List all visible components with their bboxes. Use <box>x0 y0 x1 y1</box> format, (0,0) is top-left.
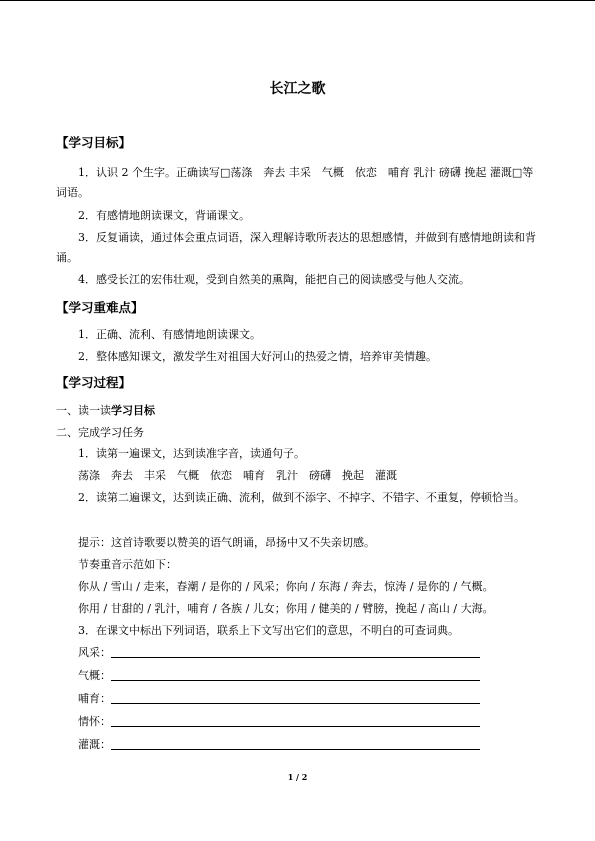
goal-item-3: 3．反复诵读，通过体会重点词语，深入理解诗歌所表达的思想感情，并做到有感情地朗读和背诵。 <box>56 231 536 264</box>
task-2: 2．读第二遍课文，达到读正确、流利，做到不添字、不掉字、不错字、不重复，停顿恰当。 <box>78 491 525 504</box>
process-step-2: 二、完成学习任务 <box>56 426 144 439</box>
fill-label: 哺育： <box>78 692 111 705</box>
process-step-1 <box>56 401 541 421</box>
fill-label: 气概： <box>78 669 111 682</box>
section-heading-goals: 【学习目标】 <box>56 135 132 150</box>
fill-label: 情怀： <box>78 715 111 728</box>
top-border-line <box>0 0 595 1</box>
blank-line[interactable] <box>111 644 480 658</box>
vocab-words: 荡涤 奔去 丰采 气概 依恋 哺育 乳汁 磅礴 挽起 灌溉 <box>78 469 397 482</box>
task-1: 1．读第一遍课文，达到读准字音，读通句子。 <box>78 447 305 460</box>
page-number: 1 / 2 <box>287 772 308 782</box>
goal-item-4: 4．感受长江的宏伟壮观，受到自然美的熏陶，能把自己的阅读感受与他人交流。 <box>78 273 470 286</box>
blank-line[interactable] <box>111 713 480 727</box>
rhythm-title: 节奏重音示范如下： <box>78 558 177 571</box>
key-point-1: 1．正确、流利、有感情地朗读课文。 <box>78 328 261 341</box>
fill-line-buyu[interactable] <box>78 690 480 708</box>
goal-item-2: 2．有感情地朗读课文，背诵课文。 <box>78 209 250 222</box>
section-heading-process: 【学习过程】 <box>56 375 132 390</box>
rhythm-line-1: 你从 / 雪山 / 走来，春潮 / 是你的 / 风采；你向 / 东海 / 奔去，惊涛 / 是你的 / 气概。 <box>78 580 494 593</box>
step1-bold: 学习目标 <box>111 404 155 417</box>
task-3: 3．在课文中标出下列词语，联系上下文写出它们的意思，不明白的可查词典。 <box>78 624 459 637</box>
fill-label: 风采： <box>78 646 111 659</box>
blank-line[interactable] <box>111 690 480 704</box>
reading-tip: 提示：这首诗歌要以赞美的语气朗诵，昂扬中又不失亲切感。 <box>78 536 375 549</box>
rhythm-line-2: 你用 / 甘甜的 / 乳汁，哺育 / 各族 / 儿女；你用 / 健美的 / 臂膀，挽起 / 高山 / 大海。 <box>78 602 494 615</box>
fill-line-qinghuai[interactable] <box>78 713 480 731</box>
section-heading-key-points: 【学习重难点】 <box>56 300 144 315</box>
step1-prefix: 一、读一读 <box>56 404 111 417</box>
blank-line[interactable] <box>111 736 480 750</box>
key-point-2: 2．整体感知课文，激发学生对祖国大好河山的热爱之情，培养审美情趣。 <box>78 350 437 363</box>
page-title: 长江之歌 <box>269 81 326 97</box>
fill-line-fengcai[interactable] <box>78 644 480 662</box>
fill-label: 灌溉： <box>78 738 111 751</box>
blank-line[interactable] <box>111 667 480 681</box>
fill-line-guangai[interactable] <box>78 736 480 754</box>
fill-line-qigai[interactable] <box>78 667 480 685</box>
goal-item-1: 1．认识 2 个生字。正确读写□荡涤 奔去 丰采 气概 依恋 哺育 乳汁 磅礴 挽起 灌溉□等词语。 <box>56 166 534 199</box>
